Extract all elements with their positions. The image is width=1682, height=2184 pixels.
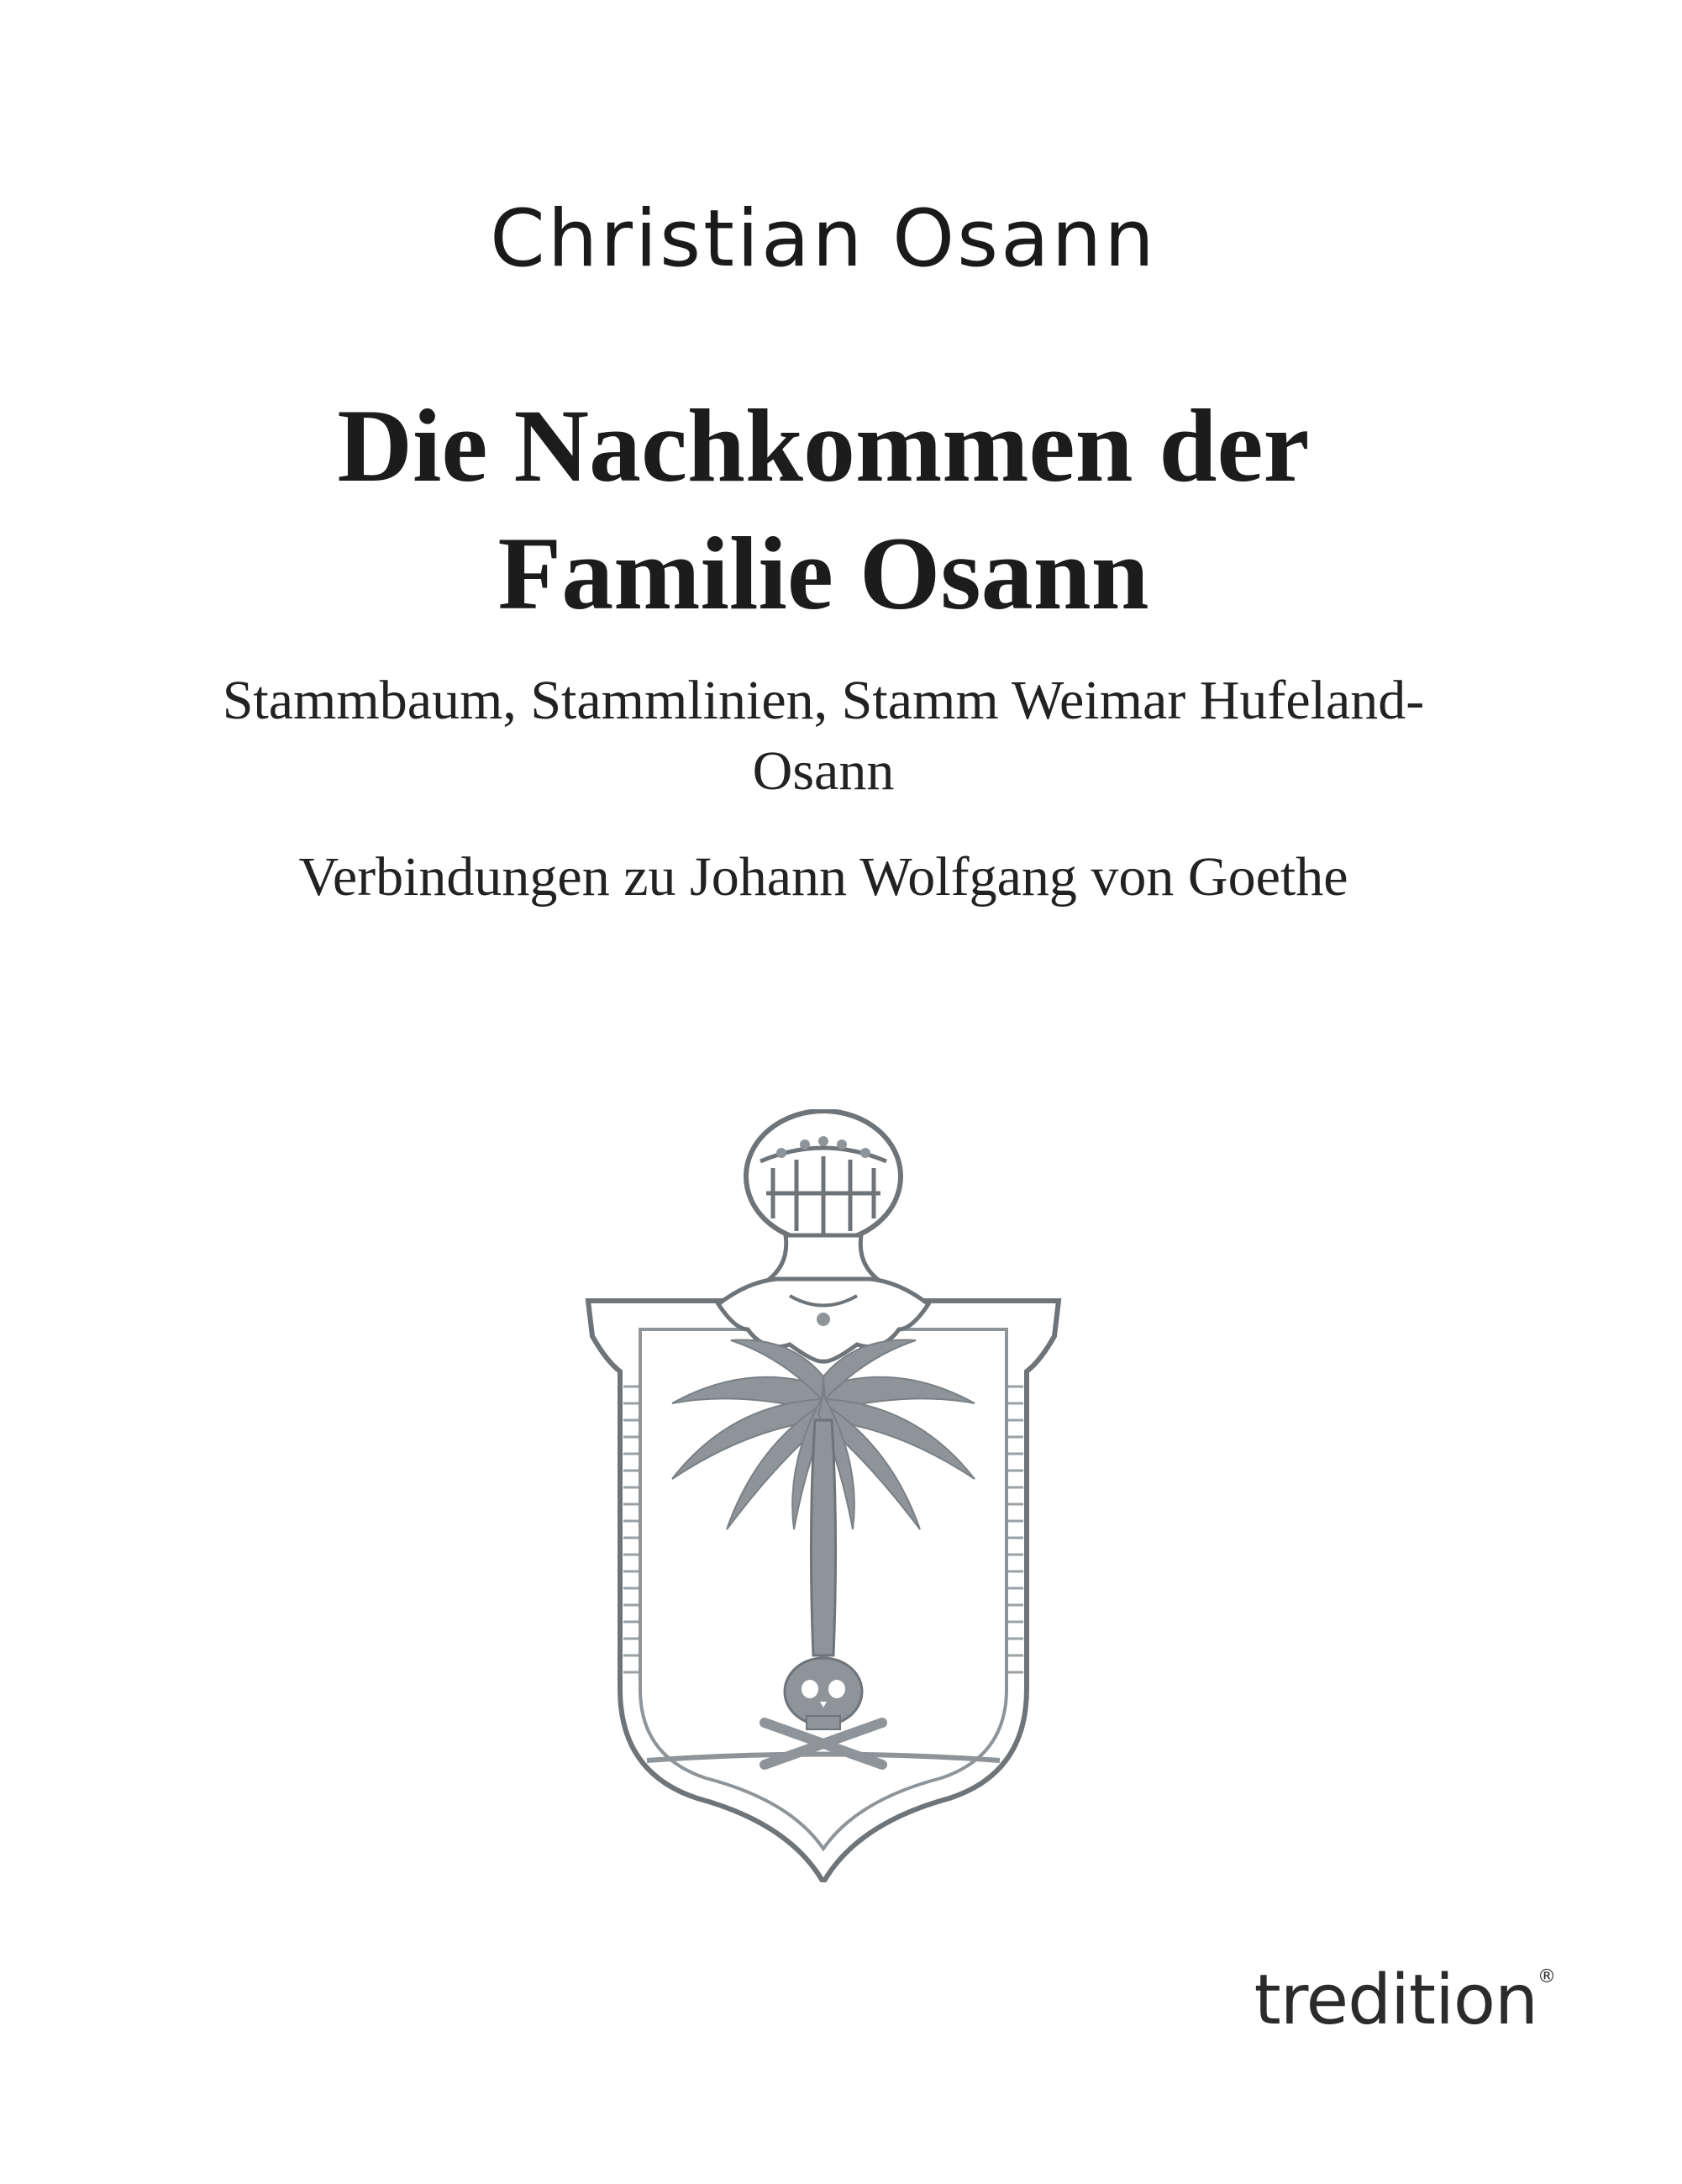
book-subtitle [0, 666, 1647, 807]
author-name: Christian Osann [490, 193, 1157, 285]
coat-of-arms-palm-tree-skull-icon [580, 1109, 1067, 1882]
publisher-logo [1254, 1960, 1556, 2040]
book-subtitle-line-2: Osann [752, 740, 895, 802]
book-title [0, 382, 1647, 638]
book-subtitle-secondary: Verbindungen zu Johann Wolfgang von Goethe [298, 846, 1348, 908]
registered-mark: ® [1537, 1966, 1556, 1987]
publisher-name: tredition [1254, 1960, 1537, 2040]
book-title-line-2: Familie Osann [497, 516, 1149, 631]
book-subtitle-line-1: Stammbaum, Stammlinien, Stamm Weimar Hufeland- [222, 670, 1425, 731]
book-title-line-1: Die Nachkommen der [337, 388, 1310, 503]
